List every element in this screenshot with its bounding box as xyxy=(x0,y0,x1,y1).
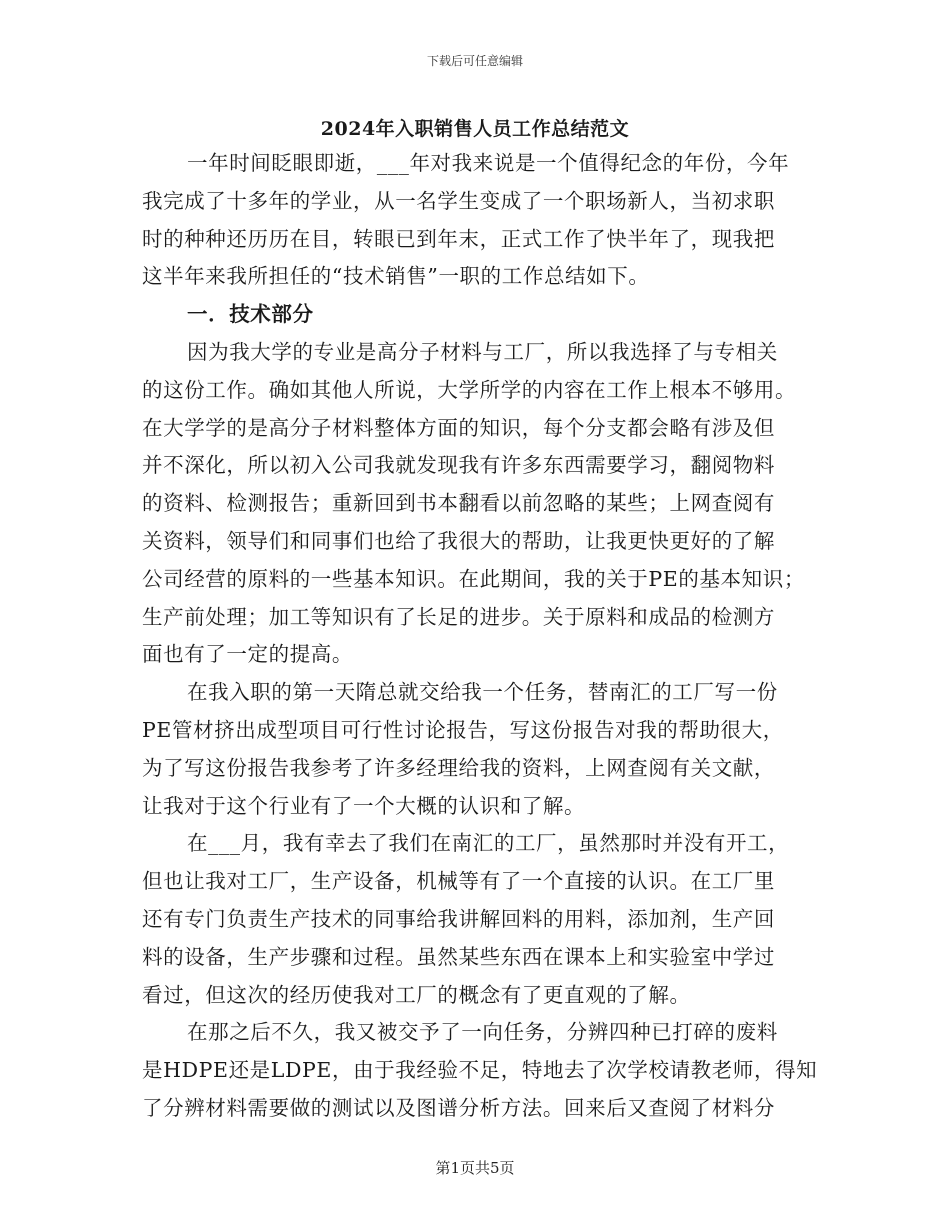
text-line: 这半年来我所担任的“技术销售”一职的工作总结如下。 xyxy=(142,264,650,289)
text-line: 了分辨材料需要做的测试以及图谱分析方法。回来后又查阅了材料分 xyxy=(142,1095,775,1120)
text-line: 在大学学的是高分子材料整体方面的知识，每个分支都会略有涉及但 xyxy=(142,415,775,440)
page-header: 下载后可任意编辑 xyxy=(426,54,523,68)
text-line: 在我入职的第一天隋总就交给我一个任务，替南汇的工厂写一份 xyxy=(187,680,778,705)
text-line: 在___月，我有幸去了我们在南汇的工厂，虽然那时并没有开工， xyxy=(187,831,790,856)
text-line: 时的种种还历历在目，转眼已到年末，正式工作了快半年了，现我把 xyxy=(142,226,775,251)
page-number-footer: 第1页共5页 xyxy=(435,1159,515,1177)
text-line: PE管材挤出成型项目可行性讨论报告，写这份报告对我的帮助很大， xyxy=(142,717,784,742)
text-line: 并不深化，所以初入公司我就发现我有许多东西需要学习，翻阅物料 xyxy=(142,453,775,478)
text-line: 生产前处理；加工等知识有了长足的进步。关于原料和成品的检测方 xyxy=(142,604,775,629)
text-line: 我完成了十多年的学业，从一名学生变成了一个职场新人，当初求职 xyxy=(142,188,775,213)
text-line: 还有专门负责生产技术的同事给我讲解回料的用料，添加剂，生产回 xyxy=(142,906,775,931)
text-line: 公司经营的原料的一些基本知识。在此期间，我的关于PE的基本知识； xyxy=(142,566,805,591)
text-line: 是HDPE还是LDPE，由于我经验不足，特地去了次学校请教老师，得知 xyxy=(142,1058,818,1083)
text-line: 在那之后不久，我又被交予了一向任务，分辨四种已打碎的废料 xyxy=(187,1020,778,1045)
text-line: 因为我大学的专业是高分子材料与工厂，所以我选择了与专相关 xyxy=(187,339,778,364)
text-line: 的资料、检测报告；重新回到书本翻看以前忽略的某些；上网查阅有 xyxy=(142,491,775,516)
document-body xyxy=(142,145,818,1128)
text-line: 让我对于这个行业有了一个大概的认识和了解。 xyxy=(142,793,586,818)
text-line: 一年时间眨眼即逝，___年对我来说是一个值得纪念的年份，今年 xyxy=(187,151,790,175)
text-line: 料的设备，生产步骤和过程。虽然某些东西在课本上和实验室中学过 xyxy=(142,944,775,969)
text-line: 的这份工作。确如其他人所说，大学所学的内容在工作上根本不够用。 xyxy=(142,377,797,402)
text-line: 关资料，领导们和同事们也给了我很大的帮助，让我更快更好的了解 xyxy=(142,528,775,553)
text-line: 看过，但这次的经历使我对工厂的概念有了更直观的了解。 xyxy=(142,982,691,1007)
text-line: 为了写这份报告我参考了许多经理给我的资料，上网查阅有关文献， xyxy=(142,755,775,780)
section-heading: 一．技术部分 xyxy=(187,302,314,327)
text-line: 面也有了一定的提高。 xyxy=(142,642,353,667)
document-title: 2024年入职销售人员工作总结范文 xyxy=(320,118,630,140)
text-line: 但也让我对工厂，生产设备，机械等有了一个直接的认识。在工厂里 xyxy=(142,869,775,894)
